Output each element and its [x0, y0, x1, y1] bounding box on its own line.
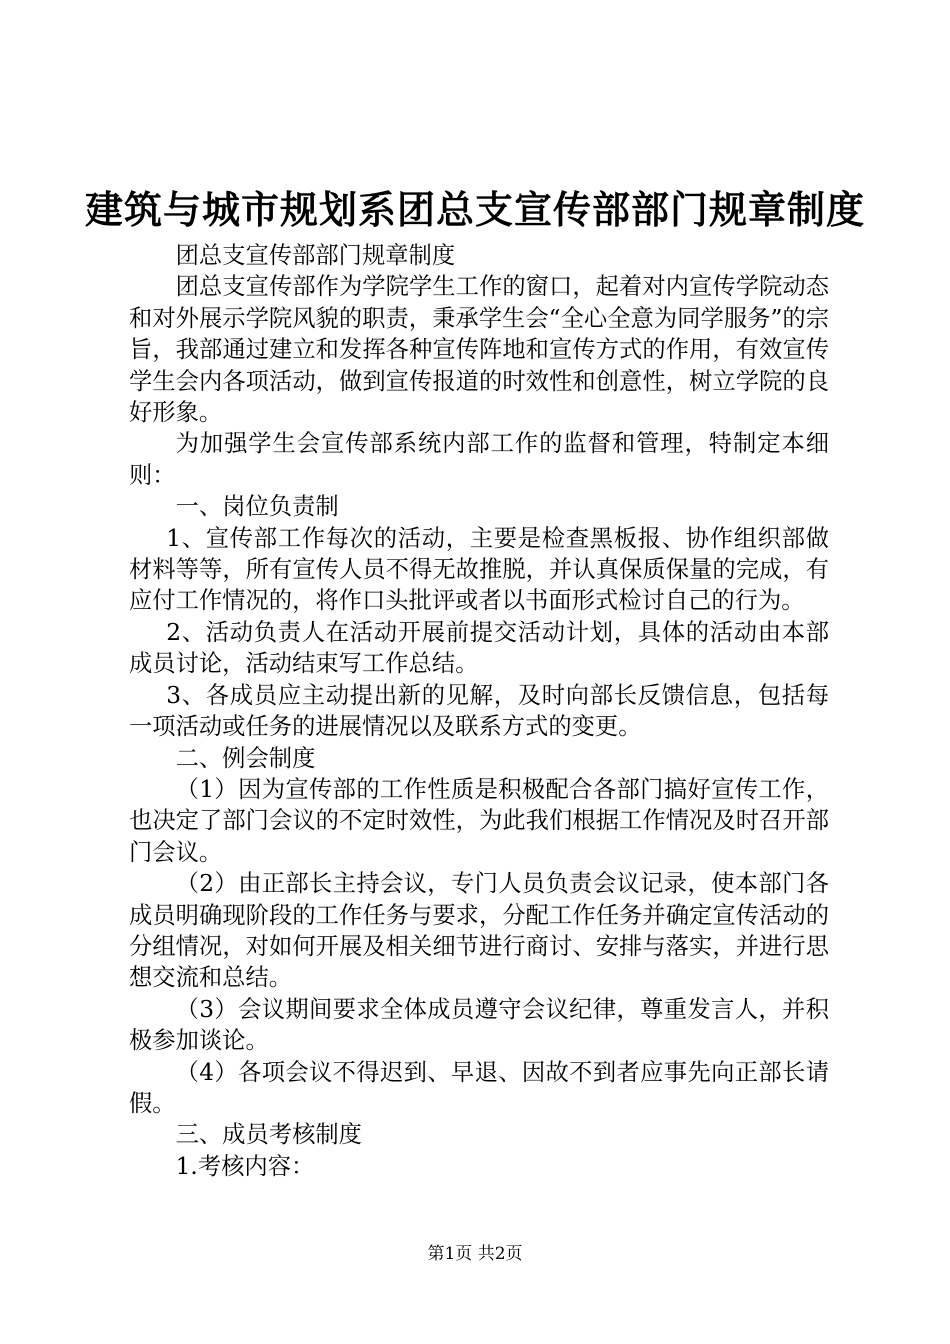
list-item: 1、宣传部工作每次的活动，主要是检查黑板报、协作组织部做材料等等，所有宣传人员不得无故推脱，并认真保质保量的完成，有应付工作情况的，将作口头批评或者以书面形式检讨自己的行为。: [129, 524, 829, 615]
purpose-paragraph: 为加强学生会宣传部系统内部工作的监督和管理，特制定本细则：: [129, 430, 829, 489]
document-title: 建筑与城市规划系团总支宣传部部门规章制度: [84, 187, 865, 232]
list-item: 2、活动负责人在活动开展前提交活动计划，具体的活动由本部成员讨论，活动结束写工作总结。: [129, 618, 829, 678]
section-heading-2: 二、例会制度: [175, 744, 316, 772]
section-heading-1: 一、岗位负责制: [175, 493, 339, 521]
list-item: （3）会议期间要求全体成员遵守会议纪律，尊重发言人，并积极参加谈论。: [129, 995, 829, 1055]
list-item: （4）各项会议不得迟到、早退、因故不到者应事先向正部长请假。: [129, 1058, 829, 1117]
document-body: [129, 240, 829, 1182]
subtitle-paragraph: 团总支宣传部部门规章制度: [175, 242, 456, 269]
list-item: 3、各成员应主动提出新的见解，及时向部长反馈信息，包括每一项活动或任务的进展情况以及联系方式的变更。: [129, 681, 829, 741]
section-heading-3: 三、成员考核制度: [175, 1121, 362, 1149]
list-item: 1.考核内容：: [175, 1152, 315, 1180]
intro-paragraph: 团总支宣传部作为学院学生工作的窗口，起着对内宣传学院动态和对外展示学院风貌的职责，秉承学生会“全心全意为同学服务”的宗旨，我部通过建立和发挥各种宣传阵地和宣传方式的作用，有效宣传学生会内各项活动，做到宣传报道的时效性和创意性，树立学院的良好形象。: [129, 273, 829, 427]
list-item: （2）由正部长主持会议，专门人员负责会议记录，使本部门各成员明确现阶段的工作任务与要求，分配工作任务并确定宣传活动的分组情况，对如何开展及相关细节进行商讨、安排与落实，并进行思想交流和总结。: [129, 870, 829, 992]
list-item: （1）因为宣传部的工作性质是积极配合各部门搞好宣传工作，也决定了部门会议的不定时效性，为此我们根据工作情况及时召开部门会议。: [129, 775, 829, 866]
page-footer: 第1页 共2页: [427, 1244, 523, 1264]
